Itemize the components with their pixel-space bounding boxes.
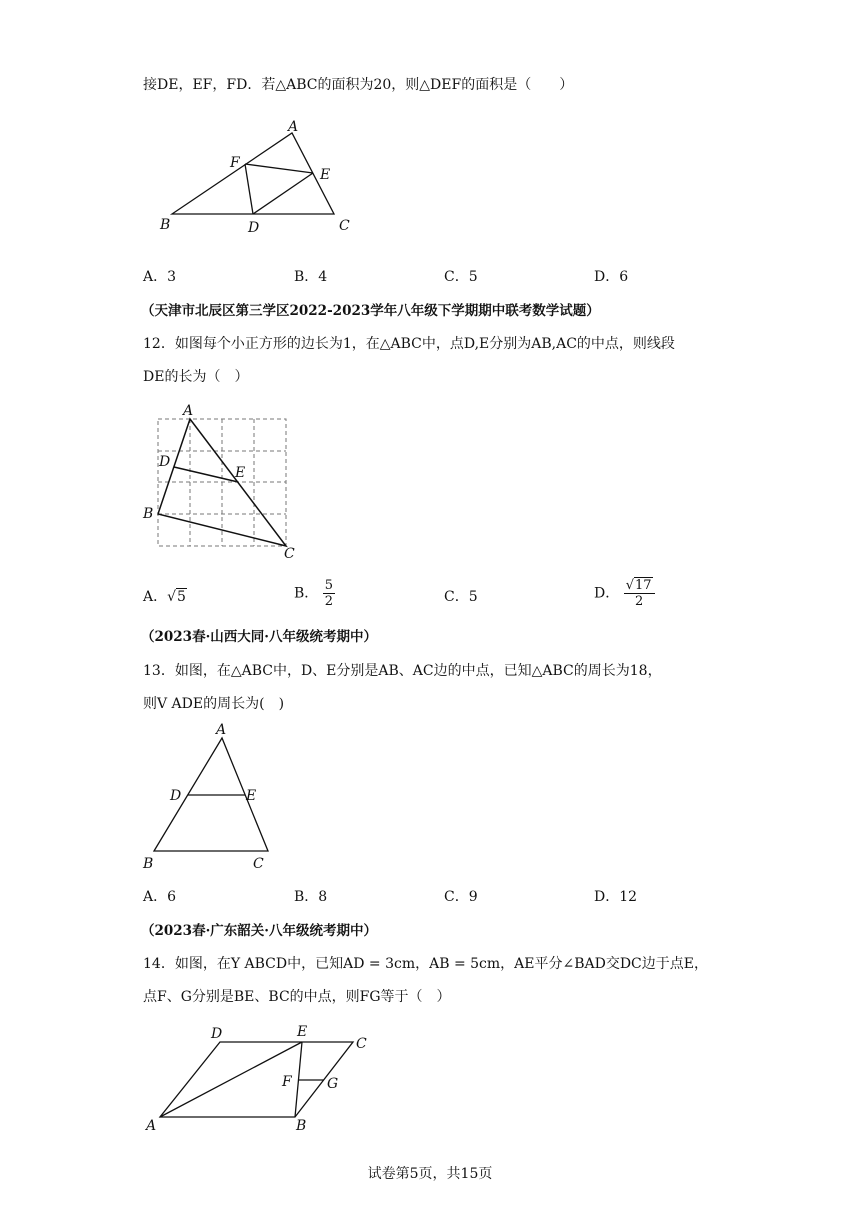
q11-label-f: F (230, 155, 240, 171)
q12-label-d: D (159, 454, 171, 470)
q14-stem-line1: 14．如图，在Y ABCD中，已知AD = 3cm，AB = 5cm，AE平分∠BAD交DC边于点E， (143, 956, 708, 972)
q12-option-b-numerator: 5 (324, 578, 334, 593)
q14-label-c: C (356, 1036, 367, 1052)
q11-stem: 接DE，EF，FD．若△ABC的面积为20，则△DEF的面积是（ ） (143, 77, 574, 93)
q11-option-d[interactable]: D．6 (594, 269, 629, 285)
q12-option-a-radicand: 5 (177, 589, 186, 605)
q13-label-a: A (216, 722, 227, 738)
q12-option-d-prefix: D． (594, 585, 620, 602)
q12-label-e: E (235, 465, 246, 481)
q12-option-b-prefix: B． (294, 585, 319, 602)
q14-label-f: F (282, 1074, 292, 1090)
q14-label-a: A (146, 1118, 157, 1134)
q11-label-c: C (339, 218, 350, 234)
q11-label-b: B (160, 217, 171, 233)
q11-label-a: A (288, 119, 299, 135)
q12-figure (140, 400, 310, 565)
q12-stem-line1: 12．如图每个小正方形的边长为1，在△ABC中，点D,E分别为AB,AC的中点，则线段 (143, 336, 675, 352)
q14-stem-line2: 点F、G分别是BE、BC的中点，则FG等于（ ） (143, 989, 451, 1005)
q12-option-c[interactable]: C．5 (444, 589, 478, 605)
q14-label-d: D (211, 1026, 223, 1042)
q14-source: （2023春·广东韶关·八年级统考期中） (141, 923, 377, 939)
q13-option-d[interactable]: D．12 (594, 889, 638, 905)
q13-option-b[interactable]: B．8 (294, 889, 328, 905)
q13-stem-line1: 13．如图，在△ABC中，D、E分别是AB、AC边的中点，已知△ABC的周长为18， (143, 663, 662, 679)
q12-option-a[interactable] (143, 586, 187, 606)
q12-option-d[interactable] (594, 578, 655, 609)
q13-label-d: D (170, 788, 182, 804)
q12-option-a-prefix: A． (143, 589, 168, 605)
q12-option-a-sqrt: √5 (167, 589, 186, 605)
q12-option-b[interactable] (294, 578, 335, 609)
q12-option-b-denominator: 2 (324, 594, 334, 609)
q12-option-d-fraction (624, 578, 655, 609)
q12-option-d-denominator: 2 (624, 593, 655, 609)
q12-label-a: A (183, 403, 194, 419)
page-footer: 试卷第5页，共15页 (367, 1166, 493, 1182)
q12-option-d-numerator: √17 (625, 578, 652, 593)
q13-label-e: E (246, 788, 257, 804)
q11-option-b[interactable]: B．4 (294, 269, 328, 285)
q13-label-c: C (253, 856, 264, 872)
q11-label-e: E (320, 167, 331, 183)
q13-option-c[interactable]: C．9 (444, 889, 478, 905)
q13-option-a[interactable]: A．6 (143, 889, 177, 905)
q13-source: （2023春·山西大同·八年级统考期中） (141, 629, 377, 645)
q11-option-c[interactable]: C．5 (444, 269, 478, 285)
q12-label-b: B (143, 506, 154, 522)
q14-label-b: B (296, 1118, 307, 1134)
q13-figure (140, 718, 280, 873)
q12-source: （天津市北辰区第三学区2022-2023学年八年级下学期期中联考数学试题） (141, 303, 600, 319)
q11-label-d: D (248, 220, 260, 236)
q12-option-b-fraction (323, 578, 335, 609)
q12-option-d-radicand: 17 (634, 578, 652, 593)
q12-label-c: C (284, 546, 295, 562)
q13-label-b: B (143, 856, 154, 872)
q11-option-a[interactable]: A．3 (143, 269, 177, 285)
q14-label-e: E (297, 1024, 308, 1040)
q14-figure (140, 1020, 380, 1132)
q14-label-g: G (327, 1076, 339, 1092)
q13-stem-line2: 则V ADE的周长为( ) (143, 696, 285, 712)
q12-stem-line2: DE的长为（ ） (143, 369, 249, 385)
q11-figure (150, 115, 360, 240)
